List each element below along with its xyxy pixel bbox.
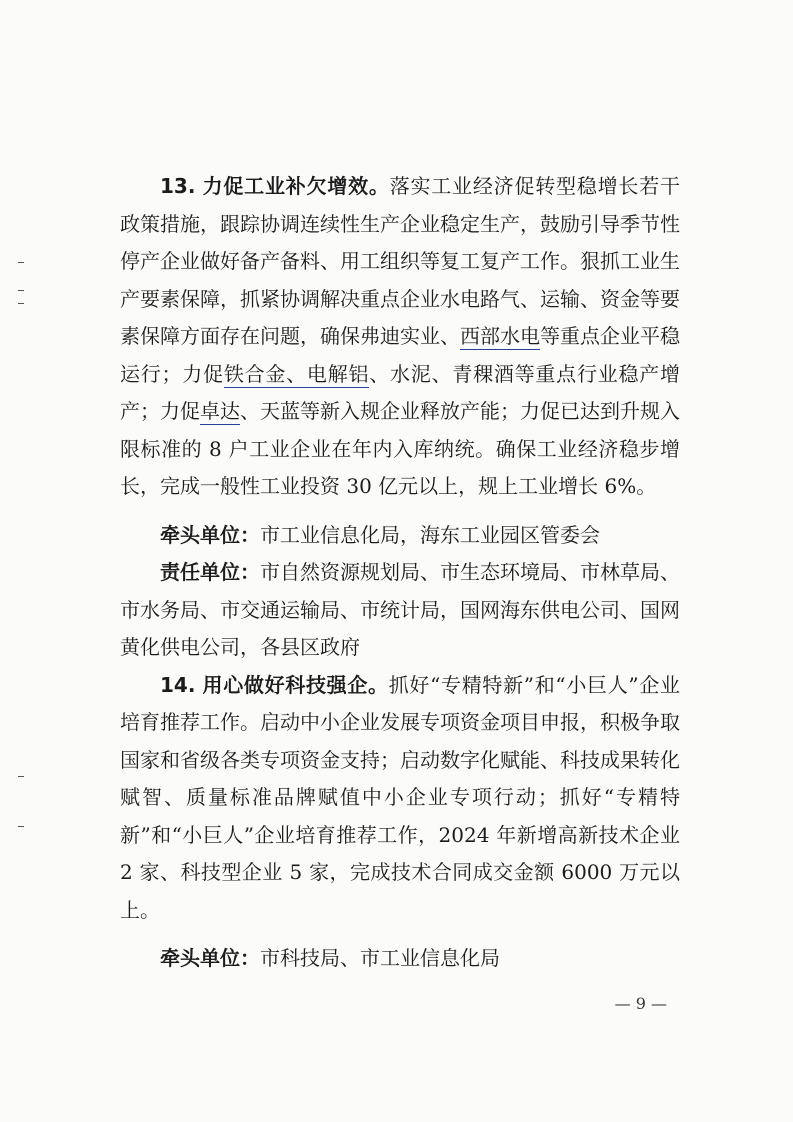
lead-unit-label: 牵头单位：: [160, 522, 260, 547]
section-13-body-3: 、水泥、青稞酒等重点行业稳产增产；力促: [120, 361, 681, 423]
section-14-title: 用心做好科技强企。: [202, 672, 389, 697]
section-14-body: 抓好“专精特新”和“小巨人”企业培育推荐工作。启动中小企业发展专项资金项目申报，积极争取国家和省级各类专项资金支持；启动数字化赋能、科技成果转化赋智、质量标准品牌赋值中小企业专项行动；抓好“专精特新”和“小巨人”企业培育推荐工作，2024 年新增高新技术企业 2 家、科技型企业 5 家，完成技术合同成交金额 6000 万元以上。: [120, 672, 681, 922]
section-14-number: 14.: [160, 672, 196, 697]
handwritten-underline-tiehejin-dianjielv: 铁合金、电解铝: [223, 361, 370, 386]
section-13-body-1: 落实工业经济促转型稳增长若干政策措施，跟踪协调连续性生产企业稳定生产，鼓励引导季节性停产企业做好备产备料、用工组织等复工复产工作。狠抓工业生产要素保障，抓紧协调解决重点企业水电路气、运输、资金等要素保障方面存在问题，确保弗迪实业、: [120, 174, 681, 348]
page-number: — 9 —: [614, 994, 667, 1013]
lead-unit-value: 市科技局、市工业信息化局: [260, 946, 500, 970]
margin-mark: [18, 303, 24, 304]
section-13-number: 13.: [160, 174, 196, 198]
responsible-unit-label: 责任单位：: [160, 560, 260, 584]
section-13-lead-unit: [120, 517, 680, 555]
main-content: [120, 168, 680, 978]
lead-unit-label: 牵头单位：: [160, 946, 260, 970]
section-13-body-2: 等重点企业平稳运行；力促: [120, 324, 680, 386]
margin-mark: [18, 290, 24, 291]
margin-mark: [18, 262, 24, 263]
handwritten-underline-zhuoda: 卓达: [200, 399, 240, 423]
margin-mark: [18, 826, 24, 827]
handwritten-underline-xibu-shuidian: 西部水电: [460, 324, 540, 348]
section-13-title: 力促工业补欠增效。: [202, 174, 390, 198]
section-14-paragraph: [120, 667, 680, 930]
responsible-unit-value: 市自然资源规划局、市生态环境局、市林草局、市水务局、市交通运输局、市统计局，国网海东供电公司、国网黄化供电公司，各县区政府: [120, 560, 680, 659]
lead-unit-value: 市工业信息化局，海东工业园区管委会: [260, 522, 600, 547]
section-14-lead-unit: [120, 940, 680, 978]
section-13-responsible-unit: [120, 554, 680, 667]
section-13-paragraph: [120, 168, 680, 506]
margin-mark: [18, 776, 24, 777]
section-13-body-4: 、天蓝等新入规企业释放产能；力促已达到升规入限标准的 8 户工业企业在年内入库纳统。确保工业经济稳步增长，完成一般性工业投资 30 亿元以上，规上工业增长 6%。: [120, 399, 680, 498]
